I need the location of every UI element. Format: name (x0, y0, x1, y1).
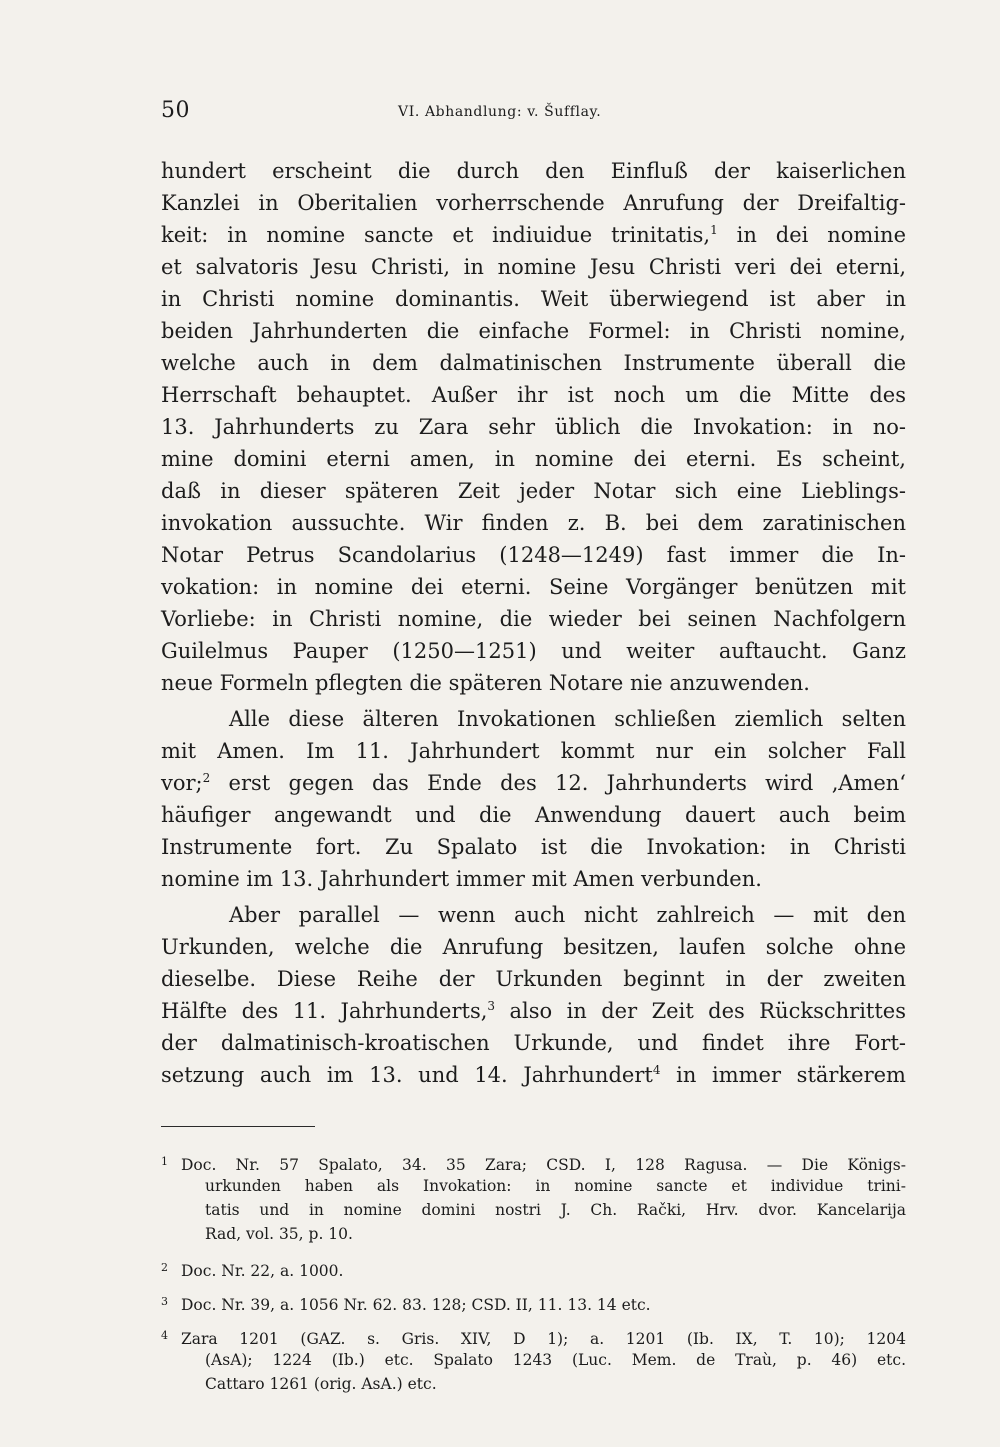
footnote-ref-2: 2 (202, 771, 211, 785)
footnote-ref-4: 4 (652, 1063, 661, 1077)
text-segment: in immer stärkerem (676, 1063, 906, 1087)
text-line: daß in dieser späteren Zeit jeder Notar sich eine Lieblings- (161, 479, 906, 503)
running-head: VI. Abhandlung: v. Šufflay. (398, 104, 602, 120)
text-line: Guilelmus Pauper (1250—1251) und weiter auftaucht. Ganz (161, 639, 906, 663)
text-line: hundert erscheint die durch den Einfluß der kaiserlichen (161, 159, 906, 183)
text-line (161, 1059, 906, 1091)
text-line: Aber parallel — wenn auch nicht zahlreich — mit den (229, 903, 906, 927)
text-line: 13. Jahrhunderts zu Zara sehr üblich die Invokation: in no- (161, 415, 906, 439)
footnote-line: urkunden haben als Invokation: in nomine sancte et individue trini- (205, 1177, 906, 1195)
footnote-ref-1: 1 (710, 223, 718, 237)
text-line: et salvatoris Jesu Christi, in nomine Jesu Christi veri dei eterni, (161, 255, 906, 279)
footnote-number: 2 (161, 1261, 168, 1274)
footnote-text: Doc. Nr. 22, a. 1000. (181, 1262, 344, 1280)
footnote-separator (161, 1126, 315, 1127)
text-line: Kanzlei in Oberitalien vorherrschende Anrufung der Dreifaltig- (161, 191, 906, 215)
footnote-number: 3 (161, 1295, 168, 1308)
page-number: 50 (161, 98, 190, 123)
text-line: vokation: in nomine dei eterni. Seine Vorgänger benützen mit (161, 575, 906, 599)
text-line: Notar Petrus Scandolarius (1248—1249) fast immer die In- (161, 543, 906, 567)
footnote-number: 4 (161, 1329, 168, 1342)
text-line: Alle diese älteren Invokationen schließen ziemlich selten (229, 707, 906, 731)
footnote-line (161, 1290, 906, 1314)
text-line (161, 767, 906, 799)
footnote-ref-3: 3 (487, 999, 496, 1013)
text-line: invokation aussuchte. Wir finden z. B. bei dem zaratinischen (161, 511, 906, 535)
text-line: in Christi nomine dominantis. Weit überwiegend ist aber in (161, 287, 906, 311)
main-text (161, 155, 906, 1091)
text-segment: erst gegen das Ende des 12. Jahrhunderts wird ‚Amen‘ (228, 771, 906, 795)
footnote-line (161, 1324, 906, 1348)
footnote-2 (161, 1256, 906, 1280)
footnote-1 (161, 1150, 906, 1246)
footnote-line: Rad, vol. 35, p. 10. (205, 1225, 353, 1243)
text-line: häufiger angewandt und die Anwendung dauert auch beim (161, 803, 906, 827)
footnote-line (161, 1256, 906, 1280)
text-segment: vor; (161, 771, 203, 795)
footnote-line: Cattaro 1261 (orig. AsA.) etc. (205, 1375, 437, 1393)
text-segment: in dei nomine (736, 223, 907, 247)
text-line: mine domini eterni amen, in nomine dei eterni. Es scheint, (161, 447, 906, 471)
text-line: beiden Jahrhunderten die einfache Formel: in Christi nomine, (161, 319, 906, 343)
footnote-line: tatis und in nomine domini nostri J. Ch. Rački, Hrv. dvor. Kancelarija (205, 1201, 906, 1219)
footnote-4 (161, 1324, 906, 1396)
footnote-text: Doc. Nr. 57 Spalato, 34. 35 Zara; CSD. I, 128 Ragusa. — Die Königs- (181, 1156, 906, 1174)
footnote-3 (161, 1290, 906, 1314)
text-line: neue Formeln pflegten die späteren Notare nie anzuwenden. (161, 671, 810, 695)
text-segment: Hälfte des 11. Jahrhunderts, (161, 999, 488, 1023)
text-segment: keit: in nomine sancte et indiuidue trinitatis, (161, 223, 711, 247)
text-line: Urkunden, welche die Anrufung besitzen, laufen solche ohne (161, 935, 906, 959)
text-line: Herrschaft behauptet. Außer ihr ist noch um die Mitte des (161, 383, 906, 407)
paragraph-1 (161, 155, 906, 699)
text-line: dieselbe. Diese Reihe der Urkunden beginnt in der zweiten (161, 967, 906, 991)
text-line (161, 219, 906, 251)
footnotes (161, 1150, 906, 1396)
page-header (161, 98, 906, 128)
text-line (161, 995, 906, 1027)
text-segment: setzung auch im 13. und 14. Jahrhundert (161, 1063, 653, 1087)
text-line: der dalmatinisch-kroatischen Urkunde, und findet ihre Fort- (161, 1031, 906, 1055)
footnote-text: Zara 1201 (GAZ. s. Gris. XIV, D 1); a. 1201 (Ib. IX, T. 10); 1204 (181, 1330, 906, 1348)
text-segment: also in der Zeit des Rückschrittes (509, 999, 906, 1023)
text-line: mit Amen. Im 11. Jahrhundert kommt nur ein solcher Fall (161, 739, 906, 763)
footnote-number: 1 (161, 1155, 168, 1168)
footnote-line: (AsA); 1224 (Ib.) etc. Spalato 1243 (Luc. Mem. de Traù, p. 46) etc. (205, 1351, 906, 1369)
footnote-line (161, 1150, 906, 1174)
paragraph-3 (161, 899, 906, 1091)
text-line: welche auch in dem dalmatinischen Instrumente überall die (161, 351, 906, 375)
paragraph-2 (161, 703, 906, 895)
text-line: Instrumente fort. Zu Spalato ist die Invokation: in Christi (161, 835, 906, 859)
footnote-text: Doc. Nr. 39, a. 1056 Nr. 62. 83. 128; CSD. II, 11. 13. 14 etc. (181, 1296, 651, 1314)
text-line: nomine im 13. Jahrhundert immer mit Amen verbunden. (161, 867, 762, 891)
text-line: Vorliebe: in Christi nomine, die wieder bei seinen Nachfolgern (161, 607, 906, 631)
